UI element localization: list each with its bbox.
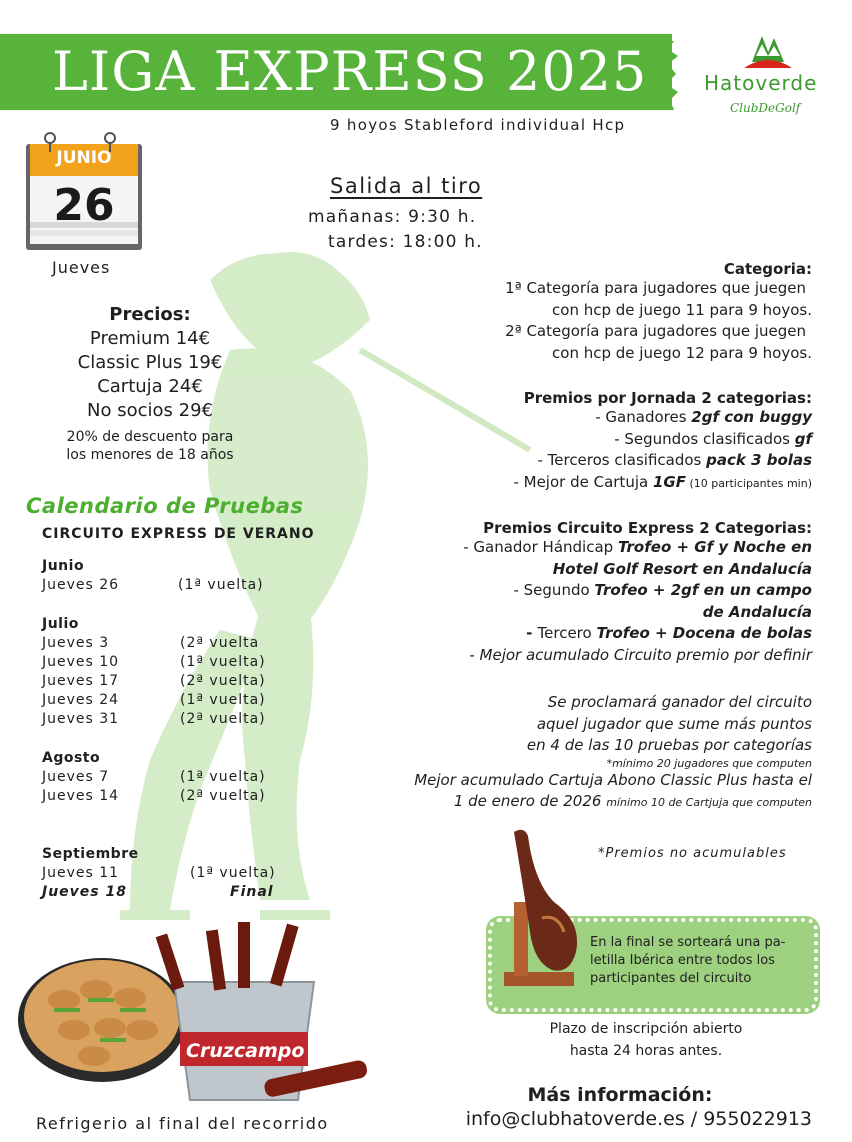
premio-value: 2gf con buggy <box>691 408 812 426</box>
premio-label: - Segundos clasificados <box>614 429 795 448</box>
premio-label: - Segundo <box>513 581 595 599</box>
event-day: Jueves 17 <box>42 673 120 689</box>
event-day: Jueves 18 <box>42 884 127 900</box>
premio-line <box>513 429 812 451</box>
premio-value: Trofeo + 2gf en un campo <box>594 581 812 599</box>
calendario-subtitle: CIRCUITO EXPRESS DE VERANO <box>42 526 315 542</box>
premio-value: pack 3 bolas <box>706 451 812 469</box>
premio-line <box>513 407 812 429</box>
premio-value: gf <box>794 429 812 448</box>
event-round: (1ª vuelta) <box>180 654 266 670</box>
month-label: Agosto <box>42 750 101 766</box>
premio-line: de Andalucía <box>702 602 812 621</box>
salida-morning: mañanas: 9:30 h. <box>308 207 477 227</box>
page-subtitle: 9 hoyos Stableford individual Hcp <box>330 116 626 134</box>
event-day: Jueves 7 <box>42 769 110 785</box>
premio-value: Trofeo + Gf y Noche en <box>617 538 812 556</box>
plazo-line: Plazo de inscripción abierto <box>549 1021 743 1037</box>
categoria-title: Categoria: <box>723 260 812 278</box>
premio-line <box>463 580 812 602</box>
note-line <box>414 791 812 814</box>
event-day: Jueves 24 <box>42 692 120 708</box>
month-label: Junio <box>42 558 85 574</box>
event-day: Jueves 26 <box>42 577 120 593</box>
premio-value: 1GF <box>652 472 686 491</box>
categoria-line: 1ª Categoría para jugadores que juegen <box>505 279 806 297</box>
event-round: (1ª vuelta) <box>180 769 266 785</box>
calendar-weekday: Jueves <box>52 258 111 277</box>
refrigerio-text: Refrigerio al final del recorrido <box>36 1114 329 1133</box>
categoria-line: con hcp de juego 11 para 9 hoyos. <box>552 300 812 319</box>
event-round: (1ª vuelta) <box>178 577 264 593</box>
event-day: Jueves 11 <box>42 865 120 881</box>
premio-line <box>513 450 812 472</box>
event-round: (2ª vuelta <box>180 635 260 651</box>
plazo-line: hasta 24 horas antes. <box>569 1043 723 1059</box>
note-line: Se proclamará ganador del circuito <box>547 693 812 711</box>
premio-label: - Mejor de Cartuja <box>513 472 653 491</box>
premios-jornada-block <box>513 389 812 494</box>
discount-line: los menores de 18 años <box>66 447 234 463</box>
calendar-month: JUNIO <box>56 148 112 168</box>
discount-line: 20% de descuento para <box>66 429 234 445</box>
note-line: en 4 de las 10 pruebas por categorías <box>526 736 812 754</box>
categoria-line: 2ª Categoría para jugadores que juegen <box>505 322 806 340</box>
premios-circuito-block <box>463 519 812 666</box>
event-day: Jueves 14 <box>42 788 120 804</box>
premio-line: - Mejor acumulado Circuito premio por definir <box>469 645 812 664</box>
page-title: LIGA EXPRESS 2025 <box>52 40 648 103</box>
note-small: mínimo 10 de Cartjuja que computen <box>606 796 812 809</box>
premio-line <box>463 623 812 645</box>
jamon-icon <box>494 822 594 992</box>
premio-line: Hotel Golf Resort en Andalucía <box>552 559 812 578</box>
note-line: aquel jugador que sume más puntos <box>536 714 812 733</box>
mas-informacion-title: Más información: <box>527 1084 713 1106</box>
contact-info[interactable]: info@clubhatoverde.es / 955022913 <box>465 1108 812 1130</box>
premio-line <box>513 472 812 495</box>
note-line: Mejor acumulado Cartuja Abono Classic Plus hasta el <box>414 770 812 789</box>
calendario-title: Calendario de Pruebas <box>26 494 304 518</box>
refrigerio-food-beer-icon <box>14 920 384 1110</box>
salida-afternoon: tardes: 18:00 h. <box>328 232 483 252</box>
premios-circuito-title: Premios Circuito Express 2 Categorias: <box>483 519 812 537</box>
salida-title: Salida al tiro <box>330 174 483 198</box>
event-round: (1ª vuelta) <box>190 865 276 881</box>
premios-no-acumulables: *Premios no acumulables <box>598 846 787 861</box>
notes-block <box>414 692 812 814</box>
event-day: Jueves 3 <box>42 635 110 651</box>
premio-label: Tercero <box>537 624 597 642</box>
premio-line <box>463 537 812 559</box>
plazo-inscripcion <box>520 1018 772 1062</box>
month-label: Julio <box>42 616 79 632</box>
categoria-line: con hcp de juego 12 para 9 hoyos. <box>552 343 812 362</box>
event-round: (2ª vuelta) <box>180 673 266 689</box>
hatoverde-logo-icon <box>700 32 830 122</box>
svg-text:Hatoverde: Hatoverde <box>704 71 818 95</box>
premio-note: (10 participantes min) <box>685 476 812 490</box>
note-text: 1 de enero de 2026 <box>453 792 607 810</box>
calendar-day: 26 <box>53 180 115 231</box>
premio-value: Trofeo + Docena de bolas <box>596 624 812 642</box>
svg-text:ClubDeGolf: ClubDeGolf <box>730 101 801 115</box>
premio-label: - Terceros clasificados <box>537 451 707 469</box>
categoria-block <box>505 260 812 364</box>
premios-jornada-title: Premios por Jornada 2 categorias: <box>523 389 812 407</box>
bucket-brand-label: Cruzcampo <box>186 1040 305 1062</box>
event-round: Final <box>230 884 274 900</box>
event-day: Jueves 10 <box>42 654 120 670</box>
price-item: No socios 29€ <box>87 400 213 421</box>
event-round: (1ª vuelta) <box>180 692 266 708</box>
event-round: (2ª vuelta) <box>180 711 266 727</box>
premio-dash: - <box>526 624 538 642</box>
month-label: Septiembre <box>42 846 139 862</box>
discount-note <box>40 428 260 464</box>
event-round: (2ª vuelta) <box>180 788 266 804</box>
jamon-text: En la final se sorteará una pa-letilla Ibérica entre todos los participantes del circuito <box>590 935 786 986</box>
price-item: Cartuja 24€ <box>97 376 203 397</box>
event-day: Jueves 31 <box>42 711 120 727</box>
price-item: Premium 14€ <box>89 328 211 349</box>
price-item: Classic Plus 19€ <box>77 352 223 373</box>
premio-label: - Ganador Hándicap <box>463 538 618 556</box>
precios-title: Precios: <box>109 304 191 325</box>
premio-label: - Ganadores <box>595 408 692 426</box>
note-line: *mínimo 20 jugadores que computen <box>606 756 812 770</box>
